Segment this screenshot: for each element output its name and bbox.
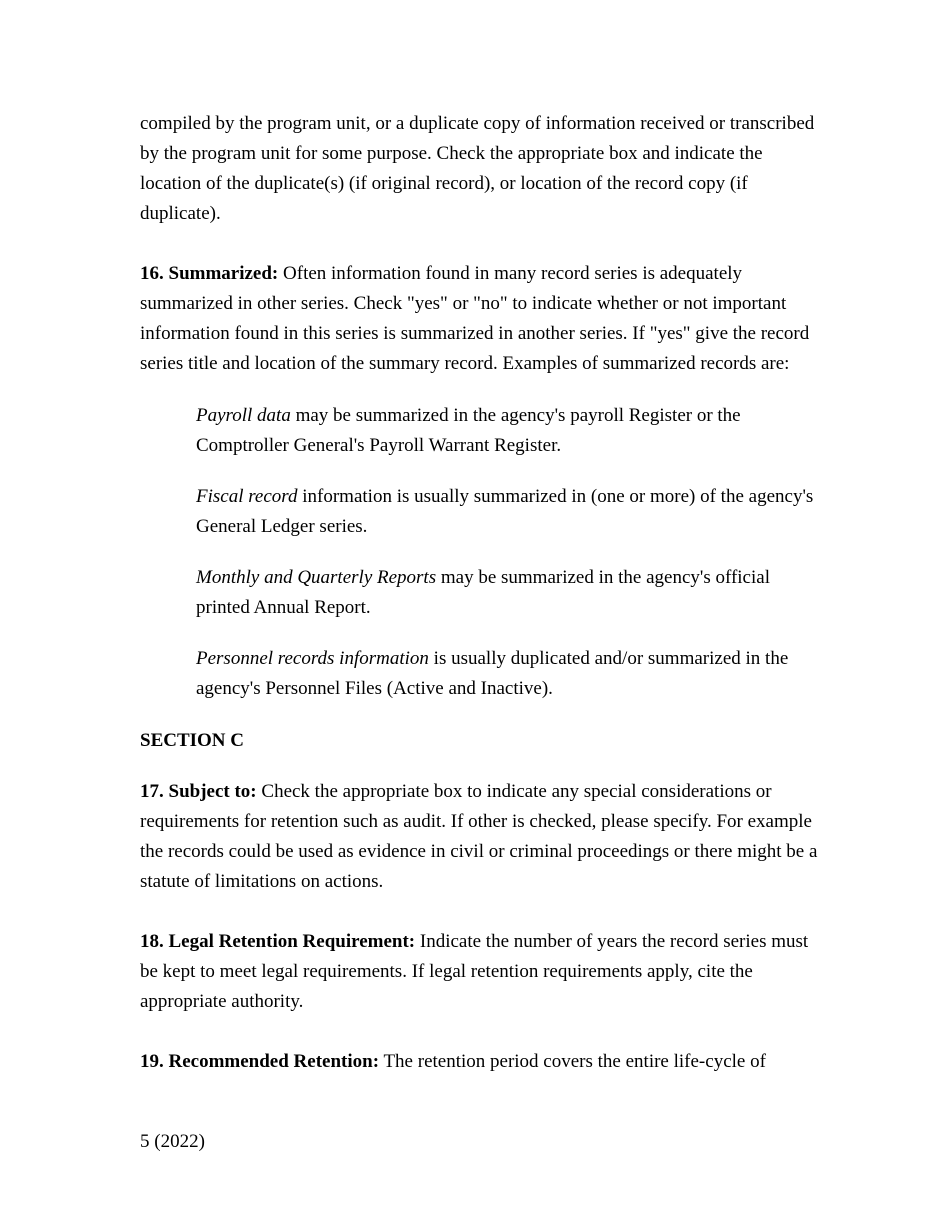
item-18-paragraph: [140, 927, 820, 1017]
section-c-heading: SECTION C: [140, 730, 244, 751]
example-term: Personnel records information: [196, 648, 429, 669]
example-reports: [140, 563, 820, 623]
item-19-text: The retention period covers the entire life-cycle of: [379, 1051, 766, 1072]
item-18-text: Indicate the number of years the record series must be kept to meet legal requirements. If legal retention requirements apply, cite the appropriate authority.: [140, 931, 809, 1012]
example-text: information is usually summarized in (one or more) of the agency's General Ledger series.: [196, 486, 814, 537]
example-term: Monthly and Quarterly Reports: [196, 567, 437, 588]
example-text: is usually duplicated and/or summarized in the agency's Personnel Files (Active and Inactive).: [196, 648, 789, 699]
page-footer: 5 (2022): [140, 1131, 205, 1152]
example-term: Payroll data: [196, 405, 291, 426]
example-text: may be summarized in the agency's payroll Register or the Comptroller General's Payroll Warrant Register.: [196, 405, 741, 456]
intro-paragraph: compiled by the program unit, or a duplicate copy of information received or transcribed by the program unit for some purpose. Check the appropriate box and indicate the location of the duplicate(s) (if original record), or location of the record copy (if duplicate).: [140, 113, 815, 224]
item-16-label: 16. Summarized:: [140, 263, 279, 284]
example-fiscal: [140, 482, 820, 542]
item-17-paragraph: [140, 777, 820, 897]
page-content: [140, 109, 820, 1077]
example-text: may be summarized in the agency's official printed Annual Report.: [196, 567, 770, 618]
item-16-text: Often information found in many record series is adequately summarized in other series. Check "yes" or "no" to indicate whether or not important information found in this series is summarized in another series. If "yes" give the record series title and location of the summary record. Examples of summarized records are:: [140, 263, 810, 374]
item-17-text: Check the appropriate box to indicate any special considerations or requirements for retention such as audit. If other is checked, please specify. For example the records could be used as evidence in civil or criminal proceedings or there might be a statute of limitations on actions.: [140, 781, 818, 892]
example-payroll: [140, 401, 820, 461]
example-personnel: [140, 644, 820, 704]
item-17-label: 17. Subject to:: [140, 781, 257, 802]
item-18-label: 18. Legal Retention Requirement:: [140, 931, 416, 952]
item-19-label: 19. Recommended Retention:: [140, 1051, 380, 1072]
item-16-paragraph: [140, 259, 820, 379]
example-term: Fiscal record: [196, 486, 298, 507]
item-19-paragraph: [140, 1047, 820, 1077]
